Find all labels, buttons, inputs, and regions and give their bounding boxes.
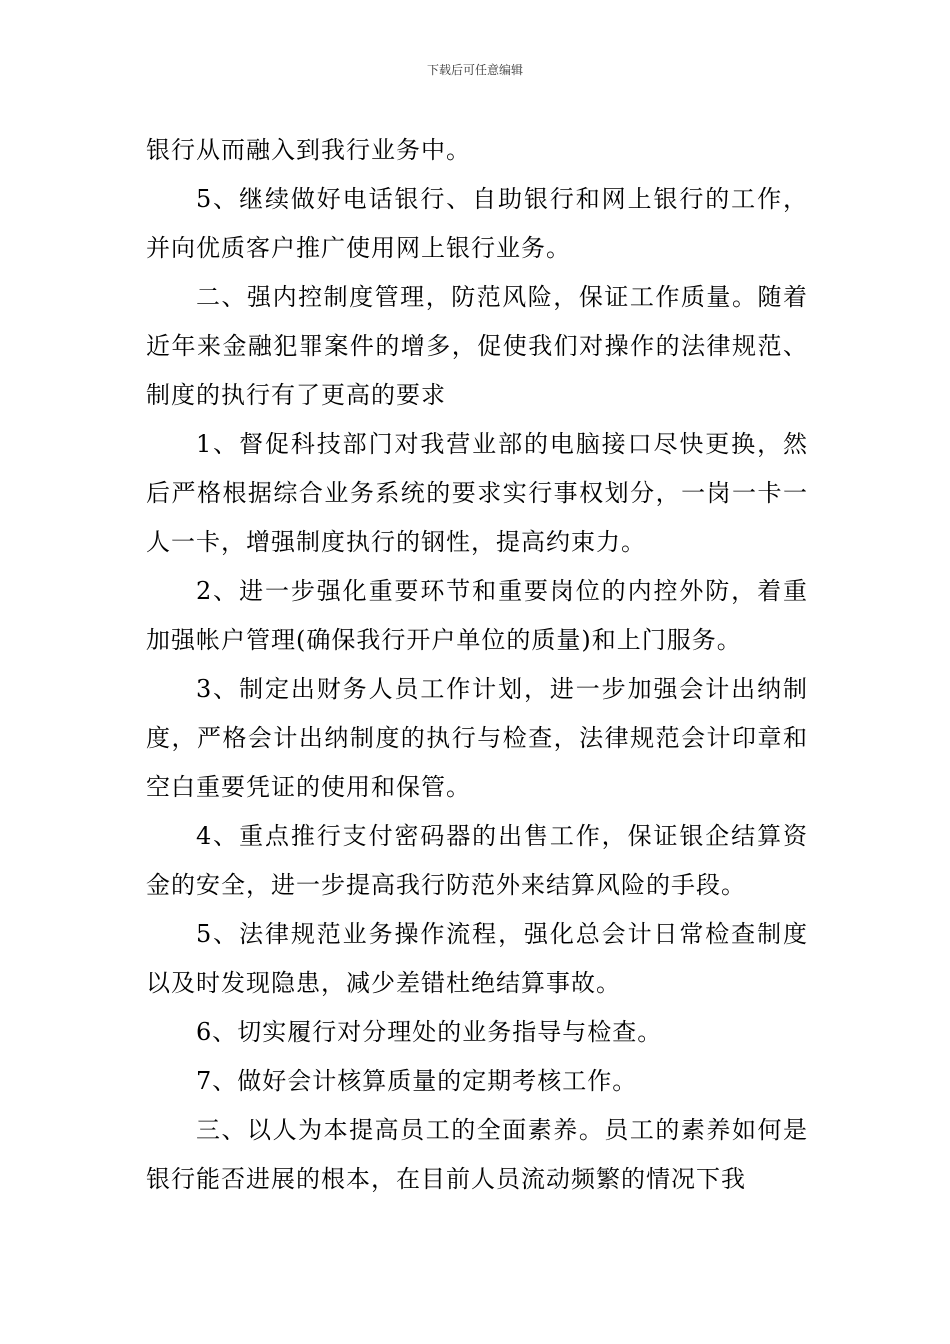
paragraph-continuation: 银行从而融入到我行业务中。 bbox=[146, 136, 471, 164]
paragraph-item-5-online-banking: 5、继续做好电话银行、自助银行和网上银行的工作，并向优质客户推广使用网上银行业务。 bbox=[146, 185, 808, 262]
paragraph-item-6: 6、切实履行对分理处的业务指导与检查。 bbox=[196, 1018, 663, 1046]
paragraph-item-1: 1、督促科技部门对我营业部的电脑接口尽快更换，然后严格根据综合业务系统的要求实行事权划分，一岗一卡一人一卡，增强制度执行的钢性，提高约束力。 bbox=[146, 430, 808, 556]
paragraph-item-7: 7、做好会计核算质量的定期考核工作。 bbox=[196, 1067, 638, 1095]
paragraph-section-3-heading: 三、以人为本提高员工的全面素养。员工的素养如何是银行能否进展的根本，在目前人员流动频繁的情况下我 bbox=[146, 1116, 808, 1193]
paragraph-item-2: 2、进一步强化重要环节和重要岗位的内控外防，着重加强帐户管理(确保我行开户单位的质量)和上门服务。 bbox=[146, 577, 808, 654]
document-body bbox=[146, 126, 808, 1204]
paragraph-item-5: 5、法律规范业务操作流程，强化总会计日常检查制度以及时发现隐患，减少差错杜绝结算事故。 bbox=[146, 920, 808, 997]
paragraph-item-4: 4、重点推行支付密码器的出售工作，保证银企结算资金的安全，进一步提高我行防范外来结算风险的手段。 bbox=[146, 822, 808, 899]
page-header: 下载后可任意编辑 bbox=[426, 63, 523, 77]
paragraph-section-2-heading: 二、强内控制度管理，防范风险，保证工作质量。随着近年来金融犯罪案件的增多，促使我们对操作的法律规范、制度的执行有了更高的要求 bbox=[146, 283, 808, 409]
paragraph-item-3: 3、制定出财务人员工作计划，进一步加强会计出纳制度，严格会计出纳制度的执行与检查，法律规范会计印章和空白重要凭证的使用和保管。 bbox=[146, 675, 808, 801]
